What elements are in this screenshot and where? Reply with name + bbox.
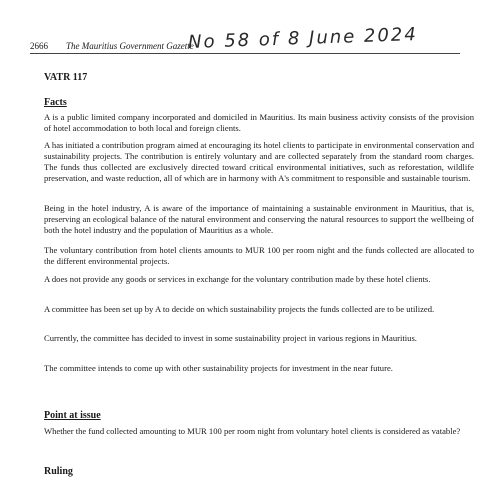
facts-paragraph: A does not provide any goods or services in exchange for the voluntary contribution made by these hotel clients. (44, 274, 431, 284)
document-id: VATR 117 (44, 72, 88, 83)
facts-paragraph: The committee intends to come up with other sustainability projects for investment in the near future. (44, 363, 393, 373)
handwritten-note: No 58 of 8 June 2024 (187, 23, 419, 54)
ruling-heading: Ruling (44, 466, 73, 477)
facts-paragraph: Being in the hotel industry, A is aware of the importance of maintaining a sustainable environment in Mauritius, that is, preserving an ecological balance of the natural environment and conserving the natural resources to support the wellbeing of both the hotel industry and the population of Mauritius as a whole. (44, 203, 474, 235)
point-at-issue-heading: Point at issue (44, 410, 101, 421)
facts-paragraph: A committee has been set up by A to decide on which sustainability projects the funds collected are to be utilized. (44, 304, 435, 314)
facts-paragraph: A has initiated a contribution program aimed at encouraging its hotel clients to participate in environmental conservation and sustainability projects. The contribution is entirely voluntary and are collected separately from the standard room charges. The funds thus collected are exclusively directed toward critical environmental initiatives, such as reforestation, wildlife preservation, and waste reduction, all of which are in harmony with A's commitment to responsible and sustainable tourism. (44, 140, 474, 183)
facts-paragraph: The voluntary contribution from hotel clients amounts to MUR 100 per room night and the funds collected are allocated to the different environmental projects. (44, 245, 474, 266)
facts-paragraph: Currently, the committee has decided to invest in some sustainability project in various regions in Mauritius. (44, 333, 417, 343)
facts-paragraph: A is a public limited company incorporated and domiciled in Mauritius. Its main business activity consists of the provision of hotel accommodation to both local and foreign clients. (44, 112, 474, 133)
gazette-title: The Mauritius Government Gazette (66, 41, 194, 51)
header-rule (30, 53, 460, 54)
page-number: 2666 (30, 41, 48, 51)
facts-heading: Facts (44, 97, 67, 108)
point-at-issue-text: Whether the fund collected amounting to MUR 100 per room night from voluntary hotel clients is considered as vatable? (44, 426, 461, 436)
